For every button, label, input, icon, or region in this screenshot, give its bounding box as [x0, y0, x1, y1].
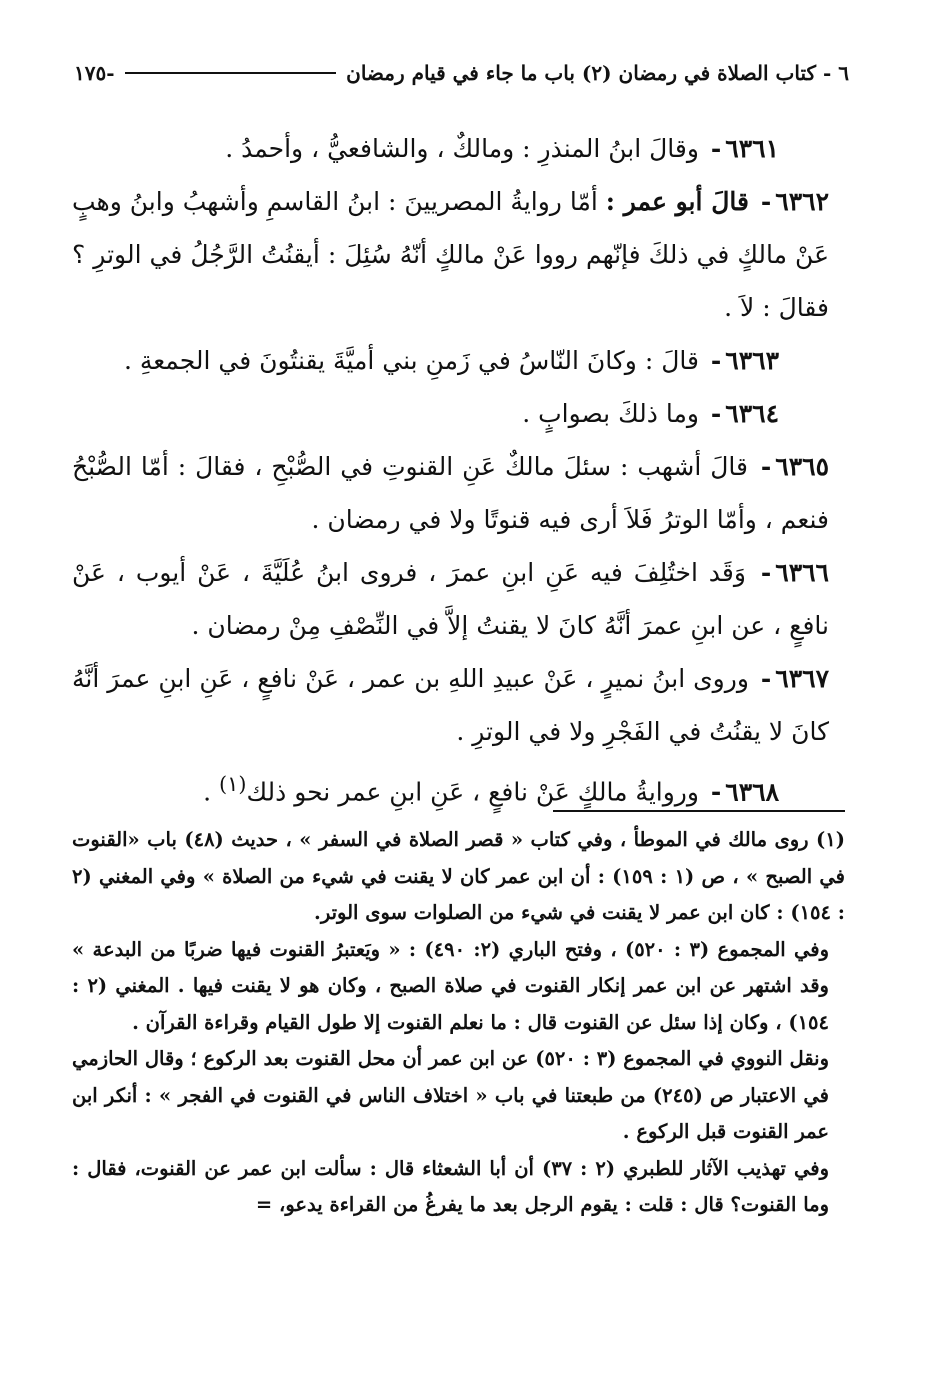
- paragraph-number: ٦٣٦٦: [775, 558, 829, 587]
- dash: -: [710, 777, 722, 807]
- paragraph-text: وقالَ ابنُ المنذرِ : ومالكٌ ، والشافعيُّ ، وأحمدُ .: [225, 134, 699, 163]
- paragraph-text: وروى ابنُ نميرٍ ، عَنْ عبيدِ اللهِ بن عمر ، عَنْ نافعٍ ، عَنِ ابنِ عمرَ أنَّهُ كانَ لا يقنُتُ في الفَجْرِ ولا في الوترِ .: [72, 664, 829, 746]
- header-rule: [125, 72, 337, 74]
- paragraph-number: ٦٣٦٨: [725, 777, 779, 807]
- paragraph-6365: [72, 440, 849, 546]
- paragraph-number: ٦٣٦٢: [775, 187, 830, 216]
- footnote-paragraph-2: وفي المجموع (٣ : ٥٢٠) ، وفتح الباري (٢: ٤٩٠) : « ويَعتبرُ القنوت فيها ضربًا من البدعة » وقد اشتهر عن ابن عمر إنكار القنوت في صلاة الصبح ، وكان هو لا يقنت فيها . المغني (٢ : ١٥٤) ، وكان إذا سئل عن القنوت قال : ما نعلم القنوت إلا طول القيام وقراءة القرآن .: [72, 937, 829, 1034]
- paragraph-number: ٦٣٦٥: [775, 452, 829, 481]
- running-header: [74, 56, 849, 90]
- paragraph-text: قالَ : وكانَ النّاسُ في زَمنِ بني أميَّةَ يقنتُونَ في الجمعةِ .: [123, 346, 699, 375]
- paragraph-number: ٦٣٦٧: [775, 664, 829, 693]
- paragraph-text: وروايةُ مالكٍ عَنْ نافعٍ ، عَنِ ابنِ عمر نحو ذلك: [246, 777, 699, 807]
- footnote-paragraph-3: ونقل النووي في المجموع (٣ : ٥٢٠) عن ابن عمر أن محل القنوت بعد الركوع ؛ وقال الحازمي في الاعتبار ص (٢٤٥) من طبعتنا في باب « اختلاف الناس في القنوت في الفجر » : أنكر ابن عمر القنوت قبل الركوع .: [72, 1047, 829, 1143]
- footnote-reference[interactable]: (١): [219, 772, 247, 796]
- paragraph-text: وما ذلكَ بصوابٍ .: [522, 399, 699, 428]
- paragraph-6361: [72, 122, 849, 175]
- page-number: -١٧٥: [74, 61, 115, 85]
- paragraph-number: ٦٣٦٣: [725, 346, 779, 375]
- dash: -: [710, 134, 722, 163]
- paragraph-number: ٦٣٦١: [725, 134, 779, 163]
- paragraph-6362: [72, 175, 849, 334]
- dash: -: [710, 346, 722, 375]
- dash: -: [710, 399, 722, 428]
- paragraph-text: أمّا روايةُ المصريينَ : ابنُ القاسمِ وأشهبُ وابنُ وهبٍ عَنْ مالكٍ في ذلكَ فإنّهم رووا عَنْ مالكٍ أنّهُ سُئِلَ : أيقنُتُ الرَّجُلُ في الوترِ ؟ فقالَ : لاَ .: [72, 187, 829, 322]
- main-text: [72, 122, 849, 818]
- paragraph-6366: [72, 546, 849, 652]
- paragraph-lead: قالَ أبو عمر :: [605, 187, 749, 216]
- paragraph-end: .: [203, 777, 219, 807]
- dash: -: [760, 558, 772, 587]
- dash: -: [760, 452, 772, 481]
- header-title: ٦ - كتاب الصلاة في رمضان (٢) باب ما جاء في قيام رمضان: [346, 61, 849, 85]
- paragraph-6367: [72, 652, 849, 758]
- dash: -: [760, 664, 772, 693]
- footnotes: [72, 822, 845, 1224]
- paragraph-6363: [72, 334, 849, 387]
- footnote-1: (١) روى مالك في الموطأ ، وفي كتاب « قصر الصلاة في السفر » ، حديث (٤٨) باب «القنوت في الصبح » ، ص (١ : ١٥٩) : أن ابن عمر كان لا يقنت في شيء من الصلاة » وفي المغني (٢ : ١٥٤) : كان ابن عمر لا يقنت في شيء من الصلوات سوى الوتر.: [72, 828, 846, 924]
- paragraph-text: وَقَد اختُلِفَ فيه عَنِ ابنِ عمرَ ، فروى ابنُ عُلَيَّةَ ، عَنْ أيوب ، عَنْ نافعٍ ، عن ابنِ عمرَ أنَّهُ كانَ لا يقنتُ إلاَّ في النِّصْفِ مِنْ رمضان .: [72, 558, 829, 640]
- paragraph-6364: [72, 387, 849, 440]
- footnote-paragraph-4: وفي تهذيب الآثار للطبري (٢ : ٣٧) أن أبا الشعثاء قال : سألت ابن عمر عن القنوت، فقال : وما القنوت؟ قال : قلت : يقوم الرجل بعد ما يفرغُ من القراءة يدعو، =: [72, 1156, 829, 1216]
- dash: -: [760, 187, 772, 216]
- paragraph-number: ٦٣٦٤: [725, 399, 779, 428]
- paragraph-text: قالَ أشهب : سئلَ مالكٌ عَنِ القنوتِ في الصُّبْحِ ، فقالَ : أمّا الصُّبْحُ فنعم ، وأمّا الوترُ فَلاَ أرى فيه قنوتًا ولا في رمضان .: [72, 452, 829, 534]
- footnote-divider: [553, 810, 845, 812]
